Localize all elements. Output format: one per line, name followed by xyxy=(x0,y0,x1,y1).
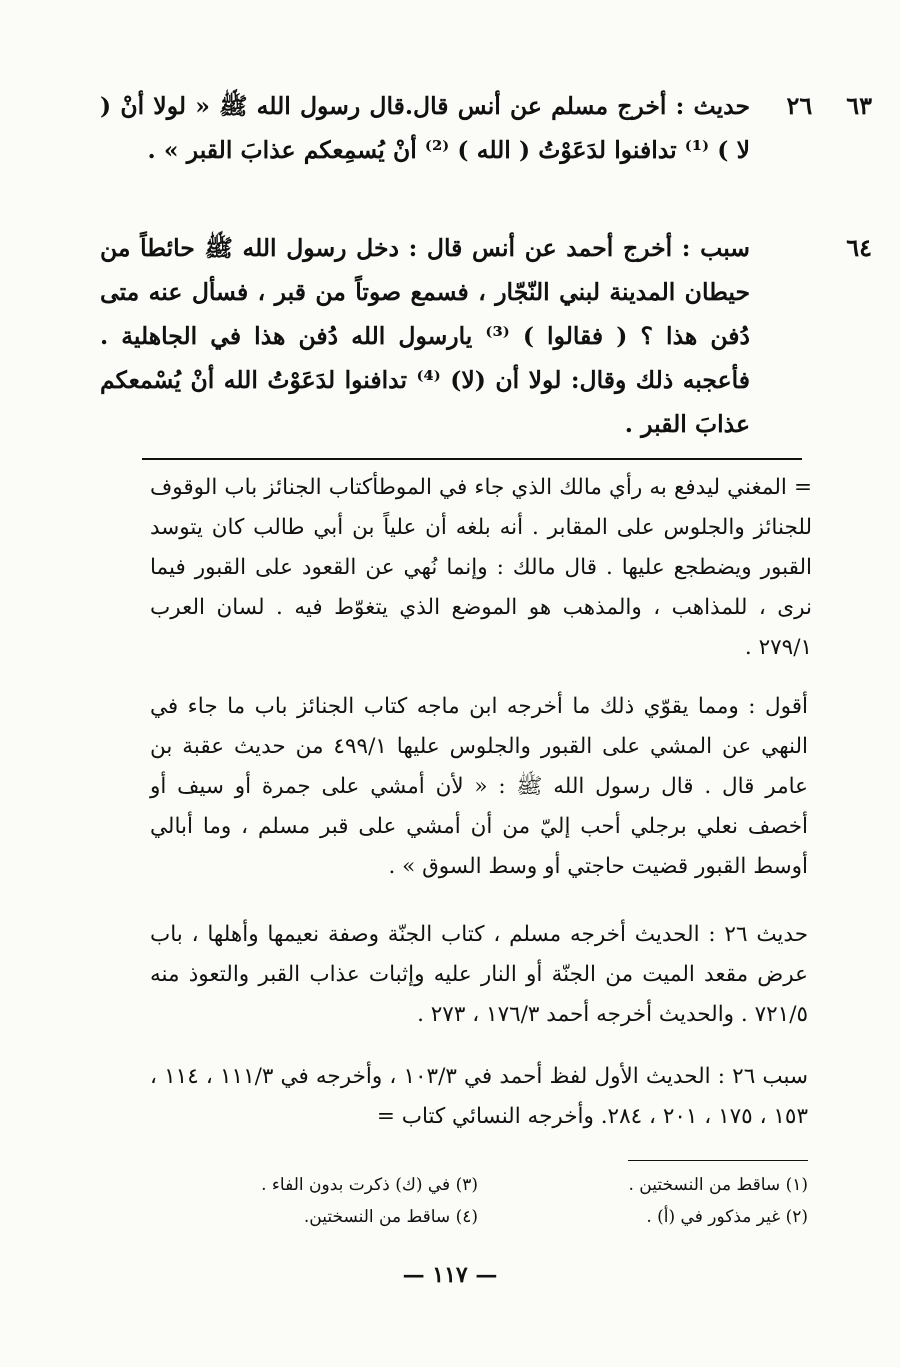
footnote-continuation: = المغني ليدفع به رأي مالك الذي جاء في الموطأكتاب الجنائز باب الوقوف للجنائز والجلوس على المقابر . أنه بلغه أن علياً بن أبي طالب كان يتوسد القبور ويضطجع عليها . قال مالك : وإنما نُهي عن القعود على القبور فيما نرى ، للمذاهب ، والمذهب هو الموضع الذي يتغوّط فيه . لسان العرب ٢٧٩/١ . xyxy=(150,475,812,660)
footnote-1: (١) ساقط من النسختين . xyxy=(628,1175,808,1195)
hadith-number: ٢٦ xyxy=(786,91,813,120)
footnotes xyxy=(188,1170,808,1232)
page-number: — ١١٧ — xyxy=(402,1262,498,1288)
hadith-26-note: حديث ٢٦ : الحديث أخرجه مسلم ، كتاب الجنّة وصفة نعيمها وأهلها ، باب عرض مقعد الميت من الجنّة أو النار عليه وإثبات عذاب القبر والتعوذ منه ٧٢١/٥ . والحديث أخرجه أحمد ١٧٦/٣ ، ٢٧٣ . xyxy=(150,922,808,1027)
entry-number: ٦٣ xyxy=(846,91,872,120)
footnote-divider xyxy=(628,1160,808,1161)
footnote-4: (٤) ساقط من النسختين. xyxy=(303,1207,478,1227)
entry-64 xyxy=(100,226,872,446)
entry-text: سبب : أخرج أحمد عن أنس قال : دخل رسول الله ﷺ حائطاً من حيطان المدينة لبني النّجّار ، فسمع صوتاً من قبر ، فسأل عنه متى دُفن هذا ؟ ( فقالوا ) ⁽³⁾ يارسول الله دُفن هذا في الجاهلية . فأعجبه ذلك وقال: لولا أن (لا) ⁽⁴⁾ تدافنوا لدَعَوْتُ الله أنْ يُسْمعكم عذابَ القبر . xyxy=(100,234,750,438)
section-divider xyxy=(142,458,802,460)
commentary-paragraph: أقول : ومما يقوّي ذلك ما أخرجه ابن ماجه كتاب الجنائز باب ما جاء في النهي عن المشي على القبور والجلوس عليها ٤٩٩/١ من حديث عقبة بن عامر قال . قال رسول الله ﷺ : « لأن أمشي على جمرة أو سيف أو أخصف نعلي برجلي أحب إليّ من أن أمشي على قبر مسلم ، وما أبالي أوسط القبور قضيت حاجتي أو وسط السوق » . xyxy=(150,694,808,879)
entry-numbers xyxy=(846,226,872,270)
sabab-26-note: سبب ٢٦ : الحديث الأول لفظ أحمد في ١٠٣/٣ ، وأخرجه في ١١١/٣ ، ١١٤ ، ١٥٣ ، ١٧٥ ، ٢٠١ ، ٢٨٤. وأخرجه النسائي كتاب = xyxy=(150,1064,809,1129)
entry-number: ٦٤ xyxy=(846,233,872,262)
entry-text: حديث : أخرج مسلم عن أنس قال.قال رسول الله ﷺ « لولا أنْ ( لا ) ⁽¹⁾ تدافنوا لدَعَوْتُ ( الله ) ⁽²⁾ أنْ يُسمِعكم عذابَ القبر » . xyxy=(100,92,750,164)
entry-numbers xyxy=(786,84,872,128)
entry-63 xyxy=(100,84,872,172)
footnote-2: (٢) غير مذكور في (أ) . xyxy=(646,1207,808,1227)
footnote-3: (٣) في (ك) ذكرت بدون الفاء . xyxy=(261,1175,478,1195)
